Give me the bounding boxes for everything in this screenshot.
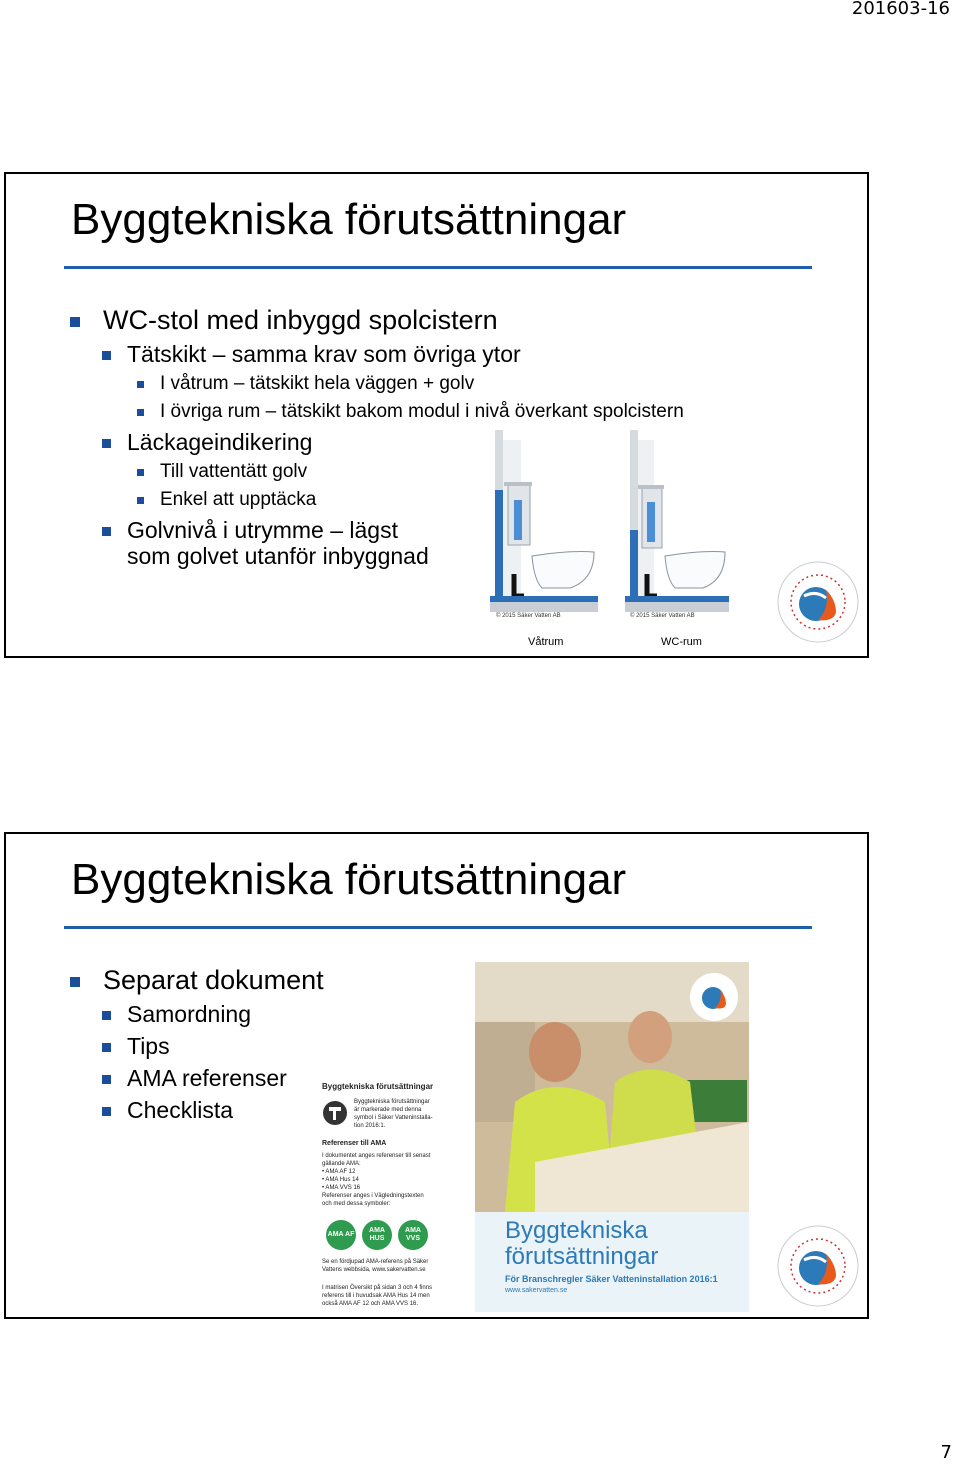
bullet-tips: Tips xyxy=(127,1034,170,1059)
sakervatten-logo xyxy=(776,560,860,644)
bullet-golvniva-cont: som golvet utanför inbyggnad xyxy=(127,543,429,569)
bullet-vatrum: I våtrum – tätskikt hela väggen + golv xyxy=(160,374,474,395)
cover-image xyxy=(475,962,749,1312)
bullet-enkel: Enkel att upptäcka xyxy=(160,490,316,511)
title-rule xyxy=(64,266,812,269)
doc-ref-heading: Referenser till AMA xyxy=(322,1140,387,1147)
bullet-separat-dokument: Separat dokument xyxy=(103,966,324,996)
doc-note-matrix: I matrisen Översikt på sidan 3 och 4 finns referens till i huvudsak AMA Hus 14 men också AMA AF 12 och AMA VVS 16. xyxy=(322,1285,433,1307)
title-rule xyxy=(64,926,812,929)
page-number: 7 xyxy=(940,1442,952,1463)
bullet-checklista: Checklista xyxy=(127,1098,233,1123)
badge-ama-af: AMA AF xyxy=(326,1220,356,1250)
slide-1 xyxy=(4,172,869,658)
badge-ama-vvs: AMA VVS xyxy=(398,1220,428,1250)
bullet-golvniva: Golvnivå i utrymme – lägst xyxy=(127,518,398,543)
wc-illustration-vatrum xyxy=(490,430,598,612)
doc-note-web: Se en fördjupad AMA-referens på Säker Vattens webbsida, www.sakervatten.se xyxy=(322,1259,429,1273)
cover-logo xyxy=(689,972,739,1022)
cover-url: www.sakervatten.se xyxy=(505,1287,568,1294)
bullet-ovriga-rum: I övriga rum – tätskikt bakom modul i nivå överkant spolcistern xyxy=(160,402,684,423)
cover-subtitle: För Branschregler Säker Vatteninstallation 2016:1 xyxy=(505,1274,718,1284)
caption-wc-rum: WC-rum xyxy=(661,636,702,648)
doc-title: Byggtekniska förutsättningar xyxy=(322,1082,434,1091)
bullet-wc-stol: WC-stol med inbyggd spolcistern xyxy=(103,306,498,336)
document-page-excerpt xyxy=(322,1082,468,1314)
sakervatten-logo xyxy=(776,1224,860,1308)
slide-title: Byggtekniska förutsättningar xyxy=(71,195,627,244)
bullet-vattentatt-golv: Till vattentätt golv xyxy=(160,462,307,483)
bullet-ama-referenser: AMA referenser xyxy=(127,1066,287,1091)
caption-vatrum: Våtrum xyxy=(528,636,564,648)
cover-title: Byggtekniska förutsättningar xyxy=(505,1217,659,1270)
slide-title: Byggtekniska förutsättningar xyxy=(71,855,627,904)
bullet-tatskikt: Tätskikt – samma krav som övriga ytor xyxy=(127,342,521,367)
hammer-icon xyxy=(322,1100,348,1126)
wc-illustration-wc-rum xyxy=(625,430,729,612)
header-date: 201603-16 xyxy=(851,0,950,19)
slide-2 xyxy=(4,832,869,1319)
doc-ref-lines: I dokumentet anges referenser till senast gällande AMA: • AMA AF 12 • AMA Hus 14 • AMA VVS 16 Referenser anges i Vägledningstexten och med dessa symboler: xyxy=(322,1153,431,1207)
bullet-lackageindikering: Läckageindikering xyxy=(127,430,312,455)
bullet-samordning: Samordning xyxy=(127,1002,251,1027)
copyright-left: © 2015 Säker Vatten AB xyxy=(496,613,561,619)
doc-intro: Byggtekniska förutsättningar är markerade med denna symbol i Säker Vatteninstalla- tion 2016:1. xyxy=(354,1099,433,1129)
copyright-right: © 2015 Säker Vatten AB xyxy=(630,613,695,619)
badge-ama-hus: AMA HUS xyxy=(362,1220,392,1250)
